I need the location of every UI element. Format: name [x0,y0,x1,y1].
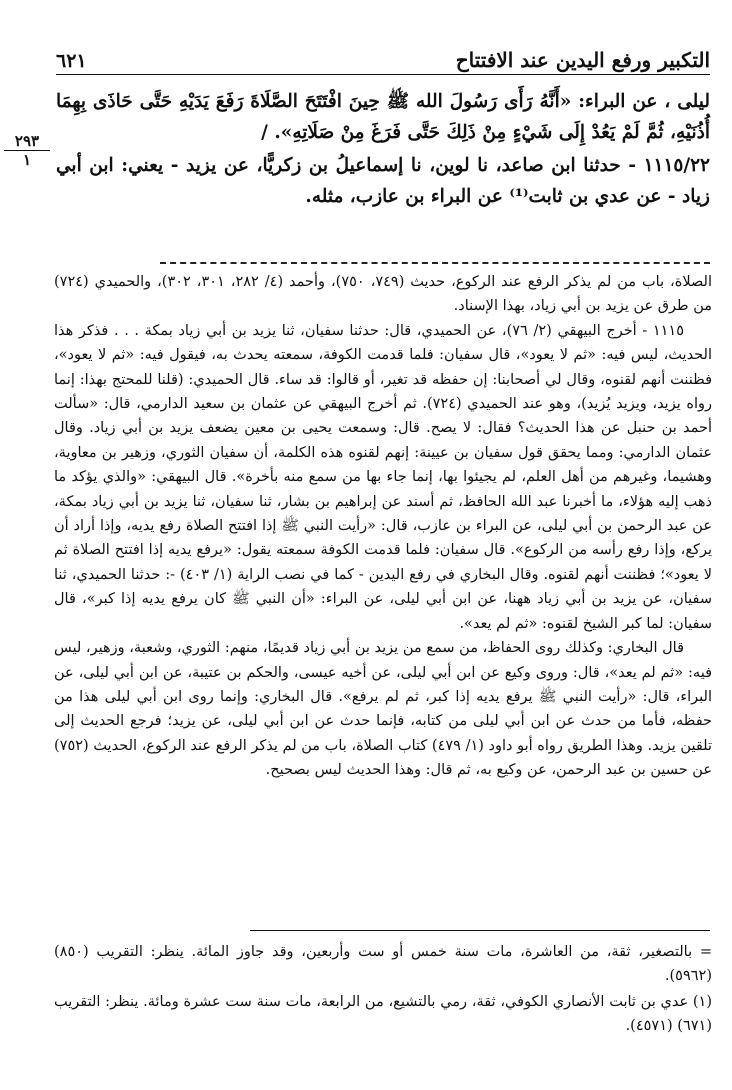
margin-ref-top: ٢٩٣ [4,132,50,151]
footnote-rule [250,930,710,931]
page-number: ٦٢١ [56,50,87,72]
main-text [56,86,710,214]
commentary-section [54,270,712,783]
footnotes-section [54,940,712,1040]
footnote: = بالتصغير، ثقة، من العاشرة، مات سنة خمس أو ست وأربعين، وقد جاوز المائة. ينظر: التقريب (٨٥٠) (٥٩٦٢). [54,944,712,984]
page-header [56,40,710,75]
dashed-divider [160,262,710,264]
margin-reference [4,132,50,169]
commentary-paragraph: قال البخاري: وكذلك روى الحفاظ، من سمع من يزيد بن أبي زياد قديمًا، منهم: الثوري، وشعبة، وزهير، ليس فيه: «ثم لم يعد»، قال: وروى وكيع عن ابن أبي ليلى، عن أخيه عيسى، والحكم بن عتيبة، عن ابن أبي ليلى، عن البراء، قال: «رأيت النبي ﷺ يرفع يديه إذا كبر، ثم لم يرفع». قال البخاري: وإنما روى ابن أبي ليلى هذا من حفظه، فأما من حدث عن ابن أبي ليلى من كتابه، فإنما حدث عن ابن أبي ليلى، عن يزيد؛ فرجع الحديث إلى تلقين يزيد. وهذا الطريق رواه أبو داود (١/ ٤٧٩) كتاب الصلاة، باب من لم يذكر الرفع عند الركوع، الحديث (٧٥٢) عن حسين بن عبد الرحمن، عن وكيع به، ثم قال: وهذا الحديث ليس بصحيح. [54,640,713,779]
commentary-paragraph: الصلاة، باب من لم يذكر الرفع عند الركوع، حديث (٧٤٩، ٧٥٠)، وأحمد (٤/ ٢٨٢، ٣٠١، ٣٠٢)، والحميدي (٧٢٤) من طرق عن يزيد بن أبي زياد، بهذا الإسناد. [54,274,713,315]
running-title: التكبير ورفع اليدين عند الافتتاح [455,48,710,72]
footnote: (١) عدي بن ثابت الأنصاري الكوفي، ثقة، رمي بالتشيع، من الرابعة، مات سنة ست عشرة ومائة. ينظر: التقريب (٦٧١) (٤٥٧١). [54,994,712,1034]
main-paragraph: ليلى ، عن البراء: «أَنَّهُ رَأَى رَسُولَ الله ﷺ حِينَ افْتَتَحَ الصَّلَاةَ رَفَعَ يَدَيْهِ حَتَّى حَاذَى بِهِمَا أُذُنَيْهِ، ثُمَّ لَمْ يَعُدْ إِلَى شَيْءٍ مِنْ ذَلِكَ حَتَّى فَرَغَ مِنْ صَلَاتِهِ». / [56,91,710,143]
main-paragraph: ١١١٥/٢٢ - حدثنا ابن صاعد، نا لوين، نا إسماعيلُ بن زكريًّا، عن يزيد - يعني: ابن أبي زياد - عن عدي بن ثابت⁽¹⁾ عن البراء بن عازب، مثله. [56,155,710,207]
commentary-paragraph: ١١١٥ - أخرج البيهقي (٢/ ٧٦)، عن الحميدي، قال: حدثنا سفيان، ثنا يزيد بن أبي زياد بمكة . . . فذكر هذا الحديث، ليس فيه: «ثم لا يعود»، قال سفيان: فلما قدمت الكوفة، سمعته يحدث به، فيقول فيه: «ثم لا يعود»، فظننت أنهم لقنوه، وقال لي أصحابنا: إن حفظه قد تغير، أو قالوا: قد ساء. قال الحميدي: (قلنا للمحتج بهذا: إنما رواه يزيد، ويزيد يُزيد)، وهو عند الحميدي (٧٢٤). ثم أخرج البيهقي عن عثمان بن سعيد الدارمي، قال: «سألت أحمد بن حنبل عن هذا الحديث؟ فقال: لا يصح. قال: وسمعت يحيى بن معين يضعف يزيد بن أبي زياد. وقال عثمان الدارمي: ومما يحقق قول سفيان بن عيينة: إنهم لقنوه هذه الكلمة، أن سفيان الثوري، وزهير بن معاوية، وهشيما، وغيرهم من أهل العلم، لم يجيئوا بها، إنما جاء بها من سمع منه بأخرة». قال البيهقي: «والذي يؤكد ما ذهب إليه هؤلاء، ما أخبرنا عبد الله الحافظ، ثم أسند عن إبراهيم بن بشار، ثنا سفيان، ثنا يزيد بن أبي زياد بمكة، عن عبد الرحمن بن أبي ليلى، عن البراء بن عازب، قال: «رأيت النبي ﷺ إذا افتتح الصلاة رفع يديه، وإذا أراد أن يركع، وإذا رفع رأسه من الركوع». قال سفيان: فلما قدمت الكوفة سمعته يقول: «يرفع يديه إذا افتتح الصلاة ثم لا يعود»؛ فظننت أنهم لقنوه. وقال البخاري في رفع اليدين - كما في نصب الراية (١/ ٤٠٣) -: حدثنا الحميدي، ثنا سفيان، عن يزيد بن أبي زياد ههنا، عن ابن أبي ليلى، عن البراء: «أن النبي ﷺ كان يرفع يديه إذا كبر»، قال سفيان: لما كبر الشيخ لقنوه: «ثم لم يعد». [54,322,712,632]
margin-ref-bottom: ١ [22,151,32,169]
